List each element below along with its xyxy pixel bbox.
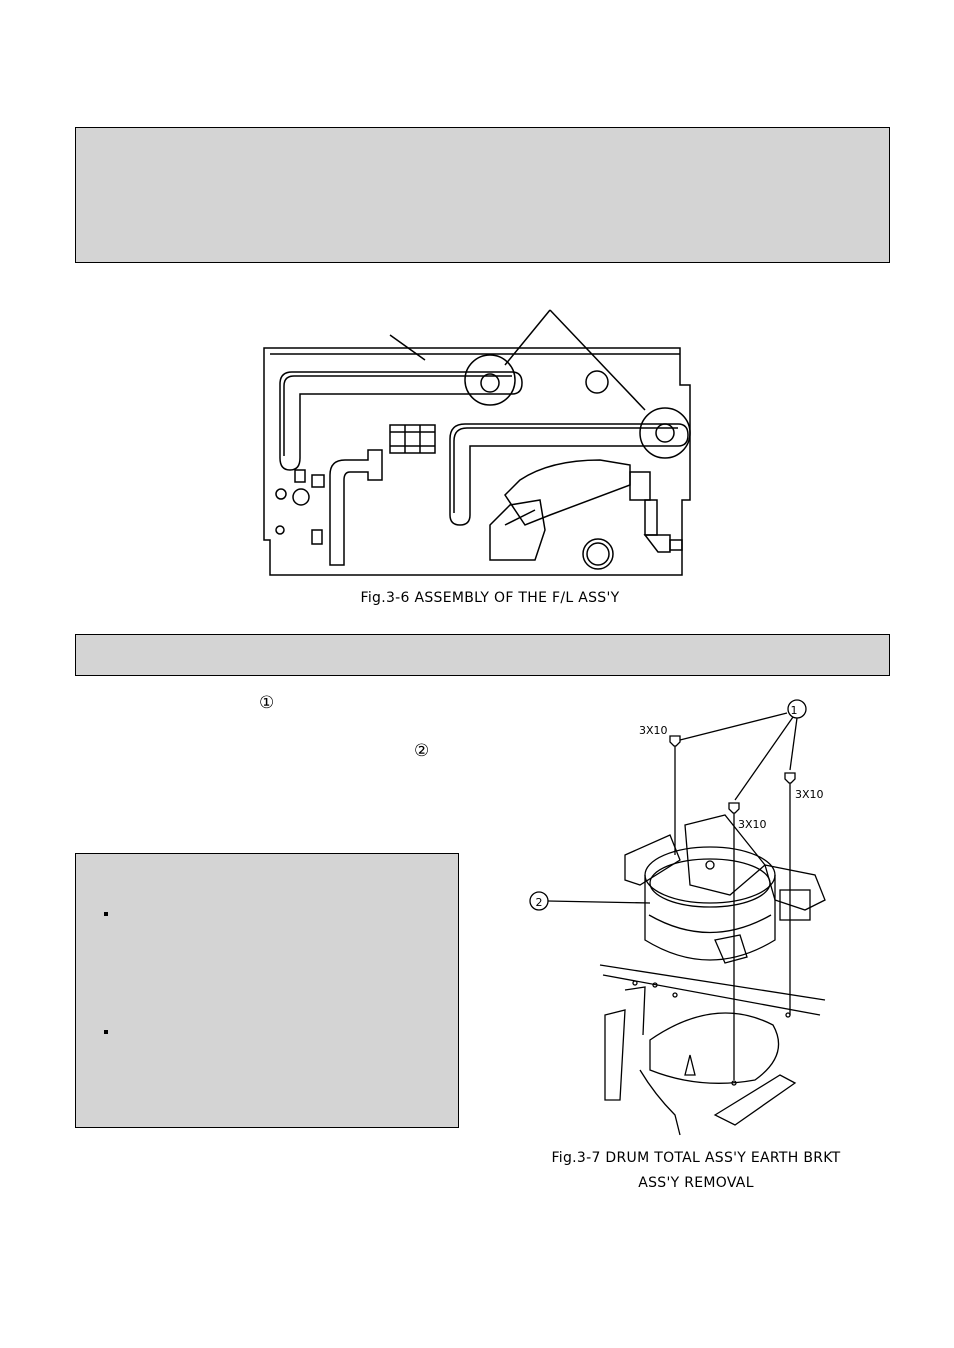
screw-label-left: 3X10	[639, 724, 668, 737]
fig-3-6-drawing	[250, 300, 700, 585]
fig-3-6-caption: Fig.3-6 ASSEMBLY OF THE F/L ASS'Y	[360, 590, 620, 606]
section-header-bar	[75, 634, 890, 676]
note-bullet-2	[104, 1030, 108, 1034]
fig-3-7-drawing	[525, 695, 845, 1140]
step-marker-1: ①	[259, 693, 275, 713]
fig-3-7-caption-line2: ASS'Y REMOVAL	[638, 1175, 754, 1191]
screw-label-middle: 3X10	[738, 818, 767, 831]
note-box	[75, 853, 459, 1128]
screw-label-right: 3X10	[795, 788, 824, 801]
fig-3-7-caption-line1: Fig.3-7 DRUM TOTAL ASS'Y EARTH BRKT	[551, 1150, 841, 1166]
callout-1: 1	[790, 704, 798, 717]
note-bullet-1	[104, 912, 108, 916]
step-marker-2: ②	[414, 741, 430, 761]
callout-2: 2	[535, 896, 543, 909]
top-note-box	[75, 127, 890, 263]
